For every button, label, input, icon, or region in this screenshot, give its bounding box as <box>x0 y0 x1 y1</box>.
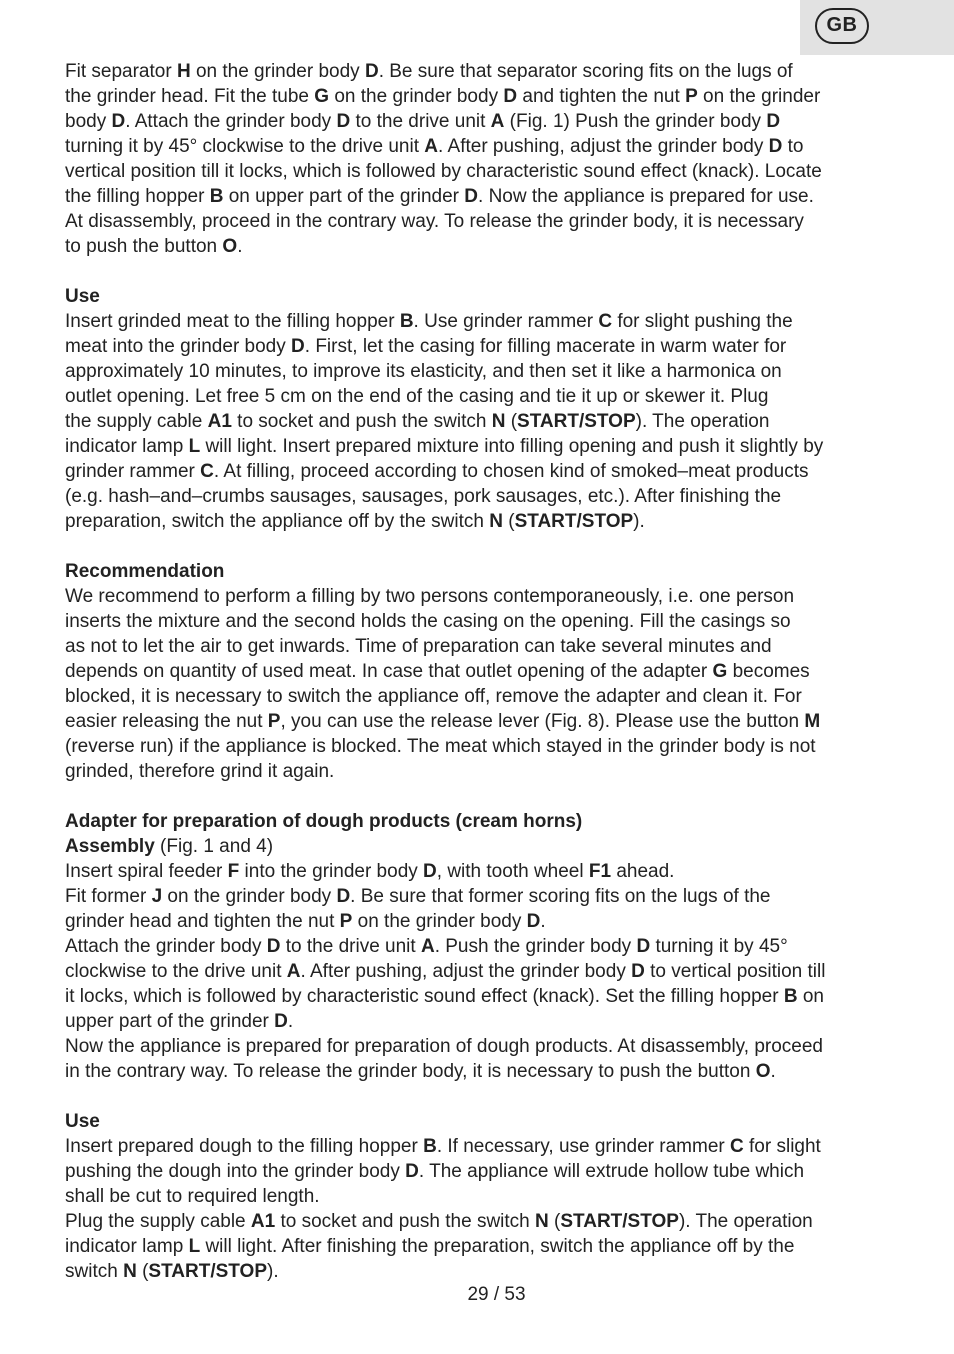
text-line: Insert prepared dough to the filling hopper B. If necessary, use grinder rammer C for slight <box>65 1136 821 1157</box>
text-line: grinder rammer C. At filling, proceed according to chosen kind of smoked–meat products <box>65 461 809 482</box>
text-line: grinder head and tighten the nut P on the grinder body D. <box>65 911 546 932</box>
text-line: the grinder head. Fit the tube G on the grinder body D and tighten the nut P on the grinder <box>65 86 821 107</box>
use-section <box>65 284 895 534</box>
figure-reference: (Fig. 1 and 4) <box>154 836 274 857</box>
text-line: indicator lamp L will light. Insert prepared mixture into filling opening and push it slightly by <box>65 436 824 457</box>
text-line: Insert grinded meat to the filling hopper B. Use grinder rammer C for slight pushing the <box>65 311 793 332</box>
paragraph-gap <box>65 534 895 559</box>
text-line: Plug the supply cable A1 to socket and push the switch N (START/STOP). The operation <box>65 1211 813 1232</box>
text-line: depends on quantity of used meat. In case that outlet opening of the adapter G becomes <box>65 661 810 682</box>
text-line: meat into the grinder body D. First, let the casing for filling macerate in warm water for <box>65 336 787 357</box>
text-line: approximately 10 minutes, to improve its elasticity, and then set it like a harmonica on <box>65 361 782 382</box>
section-heading: Recommendation <box>65 561 225 582</box>
text-line: outlet opening. Let free 5 cm on the end of the casing and tie it up or skewer it. Plug <box>65 386 769 407</box>
text-line: turning it by 45° clockwise to the drive unit A. After pushing, adjust the grinder body D to <box>65 136 804 157</box>
recommendation-section <box>65 559 895 784</box>
paragraph-gap <box>65 784 895 809</box>
text-line: the supply cable A1 to socket and push the switch N (START/STOP). The operation <box>65 411 770 432</box>
text-line: Insert spiral feeder F into the grinder body D, with tooth wheel F1 ahead. <box>65 861 675 882</box>
text-line: easier releasing the nut P, you can use the release lever (Fig. 8). Please use the button M <box>65 711 821 732</box>
text-line: Now the appliance is prepared for preparation of dough products. At disassembly, proceed <box>65 1036 823 1057</box>
section-heading: Use <box>65 286 100 307</box>
text-line: At disassembly, proceed in the contrary way. To release the grinder body, it is necessary <box>65 211 804 232</box>
text-line: body D. Attach the grinder body D to the drive unit A (Fig. 1) Push the grinder body D <box>65 111 781 132</box>
dough-use-section <box>65 1109 895 1284</box>
text-line: upper part of the grinder D. <box>65 1011 294 1032</box>
language-badge: GB <box>815 8 869 44</box>
page-number: 29 / 53 <box>467 1284 526 1305</box>
assembly-label: Assembly <box>65 836 155 857</box>
text-line: Fit separator H on the grinder body D. Be sure that separator scoring fits on the lugs of <box>65 61 793 82</box>
text-line: blocked, it is necessary to switch the appliance off, remove the adapter and clean it. For <box>65 686 802 707</box>
text-line: preparation, switch the appliance off by the switch N (START/STOP). <box>65 511 645 532</box>
text-line: inserts the mixture and the second holds the casing on the opening. Fill the casings so <box>65 611 791 632</box>
text-line: pushing the dough into the grinder body D. The appliance will extrude hollow tube which <box>65 1161 805 1182</box>
text-line: as not to let the air to get inwards. Time of preparation can take several minutes and <box>65 636 772 657</box>
text-line: indicator lamp L will light. After finishing the preparation, switch the appliance off by the <box>65 1236 795 1257</box>
text-line: in the contrary way. To release the grinder body, it is necessary to push the button O. <box>65 1061 776 1082</box>
dough-adapter-section <box>65 809 895 1084</box>
text-line: shall be cut to required length. <box>65 1186 320 1207</box>
text-line: grinded, therefore grind it again. <box>65 761 335 782</box>
assembly-subheading <box>65 834 895 859</box>
paragraph-gap <box>65 1084 895 1109</box>
text-line: Fit former J on the grinder body D. Be sure that former scoring fits on the lugs of the <box>65 886 771 907</box>
assembly-intro <box>65 59 895 259</box>
paragraph-gap <box>65 259 895 284</box>
text-line: vertical position till it locks, which is followed by characteristic sound effect (knack). Locate <box>65 161 822 182</box>
text-line: to push the button O. <box>65 236 243 257</box>
text-line: clockwise to the drive unit A. After pushing, adjust the grinder body D to vertical position till <box>65 961 826 982</box>
text-line: switch N (START/STOP). <box>65 1261 279 1282</box>
text-line: We recommend to perform a filling by two persons contemporaneously, i.e. one person <box>65 586 795 607</box>
text-line: (e.g. hash–and–crumbs sausages, sausages, pork sausages, etc.). After finishing the <box>65 486 782 507</box>
section-heading: Adapter for preparation of dough products (cream horns) <box>65 811 583 832</box>
text-line: Attach the grinder body D to the drive unit A. Push the grinder body D turning it by 45° <box>65 936 788 957</box>
section-heading: Use <box>65 1111 100 1132</box>
text-line: it locks, which is followed by characteristic sound effect (knack). Set the filling hopper B on <box>65 986 824 1007</box>
text-line: the filling hopper B on upper part of the grinder D. Now the appliance is prepared for use. <box>65 186 814 207</box>
document-body <box>65 59 895 1284</box>
text-line: (reverse run) if the appliance is blocked. The meat which stayed in the grinder body is not <box>65 736 816 757</box>
